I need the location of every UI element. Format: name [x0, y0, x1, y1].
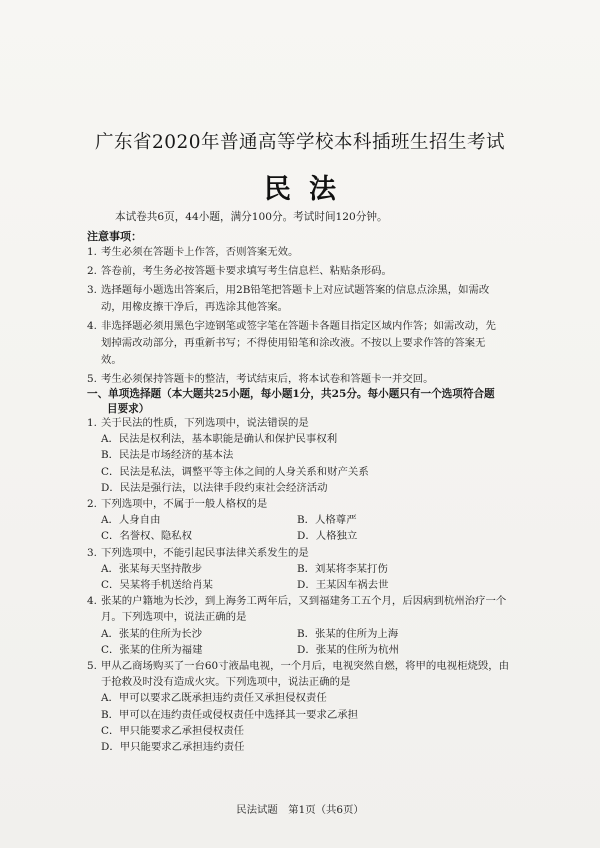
question-number: 1. [87, 417, 97, 429]
option-a: A．人身自由 [101, 514, 161, 527]
option-d: D．甲只能要求乙承担违约责任 [101, 741, 245, 754]
question-2 [87, 496, 512, 545]
option-c: C．甲只能要求乙承担侵权责任 [101, 724, 245, 737]
question-stem [87, 658, 512, 690]
question-list [87, 415, 512, 755]
question-stem [87, 545, 512, 561]
notice-list [87, 244, 505, 390]
notice-item-number: 2. [87, 265, 97, 277]
notice-item [87, 244, 505, 261]
option-c: C．张某的住所为福建 [101, 643, 203, 656]
question-5 [87, 658, 512, 755]
option-list [87, 512, 512, 544]
notice-item-number: 1. [87, 246, 97, 258]
option-b: B．人格尊严 [297, 514, 357, 527]
notice-item-number: 3. [87, 284, 97, 296]
notice-heading: 注意事项： [87, 230, 142, 243]
option-d: D．张某的住所为杭州 [297, 643, 399, 656]
option-list [87, 561, 512, 593]
option-a: A．民法是权利法，基本职能是确认和保护民事权利 [101, 433, 338, 446]
option-list [87, 431, 512, 496]
option-d: D．民法是强行法，以法律手段约束社会经济活动 [101, 481, 328, 494]
notice-item [87, 371, 505, 388]
question-text: 下列选项中，不能引起民事法律关系发生的是 [101, 546, 309, 559]
option-b: B．刘某将李某打伤 [297, 562, 388, 575]
exam-header [0, 128, 600, 206]
section-heading-line2: 目要求） [107, 403, 150, 415]
question-stem [87, 415, 512, 431]
notice-item-number: 5. [87, 373, 97, 385]
option-a: A．甲可以要求乙既承担违约责任又承担侵权责任 [101, 692, 327, 705]
notice-item-text: 考生必须保持答题卡的整洁，考试结束后，将本试卷和答题卡一并交回。 [101, 373, 434, 385]
exam-title: 广东省2020年普通高等学校本科插班生招生考试 [94, 132, 506, 153]
option-a: A．张某的住所为长沙 [101, 627, 203, 640]
exam-intro: 本试卷共6页，44小题，满分100分。考试时间120分钟。 [115, 211, 388, 223]
option-d: D．人格独立 [297, 530, 358, 543]
question-text: 甲从乙商场购买了一台60寸液晶电视，一个月后，电视突然自燃，将甲的电视柜烧毁，由于抢救及时没有造成火灾。下列选项中，说法正确的是 [101, 660, 510, 689]
option-list [87, 690, 512, 755]
page-footer: 民法试题 第1页（共6页） [236, 804, 364, 816]
option-d: D．王某因车祸去世 [297, 579, 389, 592]
question-1 [87, 415, 512, 496]
option-c: C．民法是私法，调整平等主体之间的人身关系和财产关系 [101, 465, 369, 478]
question-3 [87, 545, 512, 594]
notice-item [87, 282, 505, 316]
question-number: 4. [87, 595, 97, 608]
notice-item-text: 非选择题必须用黑色字迹钢笔或签字笔在答题卡各题目指定区域内作答；如需改动，先划掉需改动部分，再重新书写；不得使用铅笔和涂改液。不按以上要求作答的答案无效。 [101, 320, 496, 366]
question-number: 2. [87, 498, 97, 511]
notice-item [87, 318, 505, 369]
notice-item [87, 263, 505, 280]
notice-item-number: 4. [87, 320, 97, 332]
question-text: 张某的户籍地为长沙，到上海务工两年后，又到福建务工五个月，后因病到杭州治疗一个月。下列选项中，说法正确的是 [101, 595, 507, 624]
notice-item-text: 考生必须在答题卡上作答，否则答案无效。 [101, 246, 299, 258]
notice-item-text: 选择题每小题选出答案后，用2B铅笔把答题卡上对应试题答案的信息点涂黑，如需改动，用橡皮擦干净后，再选涂其他答案。 [101, 284, 490, 313]
notice-item-text: 答卷前，考生务必按答题卡要求填写考生信息栏、粘贴条形码。 [101, 265, 392, 277]
option-list [87, 626, 512, 658]
question-text: 关于民法的性质，下列选项中，说法错误的是 [101, 417, 309, 429]
option-a: A．张某每天坚持散步 [101, 562, 203, 575]
section-heading [87, 387, 507, 417]
option-b: B．张某的住所为上海 [297, 627, 399, 640]
option-c: C．名誉权、隐私权 [101, 530, 193, 543]
question-4 [87, 593, 512, 658]
option-b: B．民法是市场经济的基本法 [101, 449, 234, 462]
exam-subject: 民法 [264, 174, 354, 205]
question-number: 5. [87, 660, 97, 673]
question-stem [87, 593, 512, 625]
question-text: 下列选项中，不属于一般人格权的是 [101, 498, 268, 511]
option-b: B．甲可以在违约责任或侵权责任中选择其一要求乙承担 [101, 708, 359, 721]
question-stem [87, 496, 512, 512]
question-number: 3. [87, 546, 97, 559]
section-heading-line1: 一、单项选择题（本大题共25小题，每小题1分，共25分。每小题只有一个选项符合题 [87, 388, 495, 400]
option-c: C．吴某将手机送给肖某 [101, 579, 213, 592]
